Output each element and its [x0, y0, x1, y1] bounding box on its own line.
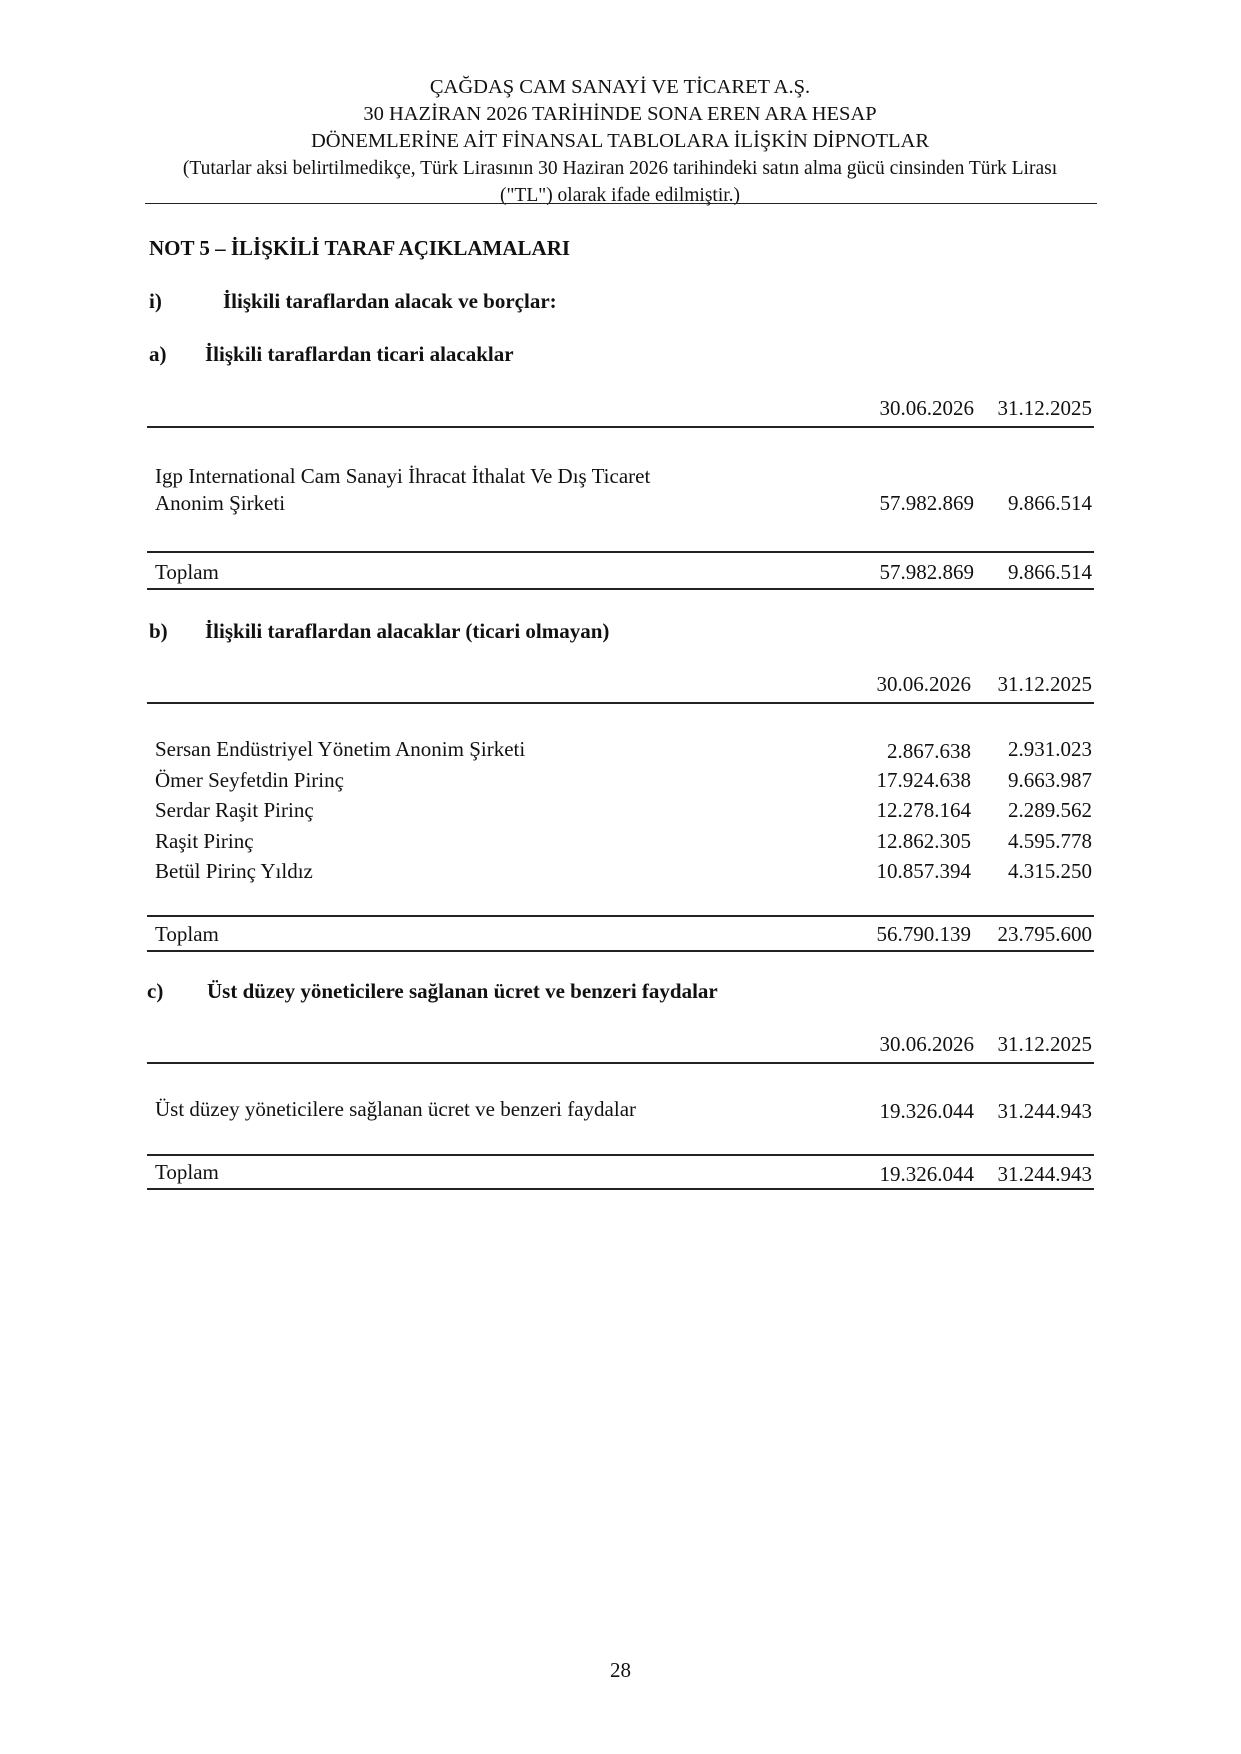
header-period: 30 HAZİRAN 2026 TARİHİNDE SONA EREN ARA HESAP	[363, 103, 877, 125]
note-title: NOT 5 – İLİŞKİLİ TARAF AÇIKLAMALARI	[149, 236, 571, 260]
section-c-col-2025: 31.12.2025	[997, 1032, 1092, 1056]
section-b-row-2-name: Serdar Raşit Pirinç	[155, 798, 314, 822]
section-c-total-top-rule	[147, 1154, 1094, 1156]
subsection-i-label: İlişkili taraflardan alacak ve borçlar:	[223, 289, 557, 313]
section-b-row-1-2025: 9.663.987	[1008, 768, 1092, 792]
section-b-total-bottom-rule	[147, 950, 1094, 952]
section-b-marker: b)	[149, 619, 168, 643]
section-a-total-2026: 57.982.869	[879, 560, 974, 584]
section-b-row-0-name: Sersan Endüstriyel Yönetim Anonim Şirketi	[155, 737, 526, 761]
section-a-col-2025: 31.12.2025	[997, 396, 1092, 420]
section-b-header-rule	[147, 702, 1094, 704]
section-c-total-label: Toplam	[155, 1160, 219, 1184]
section-a-total-label: Toplam	[155, 560, 219, 584]
section-a-row-name-line1: Igp International Cam Sanayi İhracat İthalat Ve Dış Ticaret	[155, 464, 651, 488]
section-c-header-rule	[147, 1062, 1094, 1064]
section-c-col-2026: 30.06.2026	[879, 1032, 974, 1056]
section-b-total-top-rule	[147, 915, 1094, 917]
section-b-row-4-2025: 4.315.250	[1008, 859, 1092, 883]
section-c-label: Üst düzey yöneticilere sağlanan ücret ve benzeri faydalar	[207, 979, 718, 1003]
section-b-row-3-2025: 4.595.778	[1008, 829, 1092, 853]
page-number: 28	[610, 1658, 631, 1682]
section-b-row-2-2025: 2.289.562	[1008, 798, 1092, 822]
header-note-line2: ("TL") olarak ifade edilmiştir.)	[499, 185, 741, 206]
section-a-col-2026: 30.06.2026	[879, 396, 974, 420]
section-c-row-name: Üst düzey yöneticilere sağlanan ücret ve benzeri faydalar	[155, 1097, 637, 1121]
section-b-total-2026: 56.790.139	[876, 922, 971, 946]
section-b-row-3-name: Raşit Pirinç	[155, 829, 254, 853]
section-b-row-4-name: Betül Pirinç Yıldız	[155, 859, 313, 883]
section-a-row-name-line2: Anonim Şirketi	[155, 491, 286, 515]
section-a-row-value-2026: 57.982.869	[879, 491, 974, 515]
section-b-row-2-2026: 12.278.164	[876, 798, 971, 822]
section-a-marker: a)	[149, 342, 167, 366]
company-name: ÇAĞDAŞ CAM SANAYİ VE TİCARET A.Ş.	[429, 76, 811, 98]
page-header	[145, 74, 1095, 209]
section-b-col-2025: 31.12.2025	[997, 672, 1092, 696]
section-c-row-2025: 31.244.943	[997, 1099, 1092, 1123]
section-a-label: İlişkili taraflardan ticari alacaklar	[205, 342, 514, 366]
subsection-i-marker: i)	[149, 289, 162, 313]
header-divider	[145, 203, 1097, 204]
section-b-row-0-2026: 2.867.638	[887, 739, 971, 763]
section-b-col-2026: 30.06.2026	[876, 672, 971, 696]
section-a-header-rule	[147, 426, 1094, 428]
section-c-total-bottom-rule	[147, 1188, 1094, 1190]
section-b-row-4-2026: 10.857.394	[876, 859, 971, 883]
section-c-row-2026: 19.326.044	[879, 1099, 974, 1123]
header-subject: DÖNEMLERİNE AİT FİNANSAL TABLOLARA İLİŞKİN DİPNOTLAR	[310, 130, 930, 152]
section-c-total-2025: 31.244.943	[997, 1162, 1092, 1186]
header-note-line1: (Tutarlar aksi belirtilmedikçe, Türk Lirasının 30 Haziran 2026 tarihindeki satın alma gücü cinsinden Türk Lirası	[182, 158, 1058, 179]
section-a-total-2025: 9.866.514	[1008, 560, 1092, 584]
section-c-marker: c)	[147, 979, 164, 1003]
section-b-label: İlişkili taraflardan alacaklar (ticari olmayan)	[205, 619, 610, 643]
section-a-total-top-rule	[147, 551, 1094, 553]
section-b-row-0-2025: 2.931.023	[1008, 737, 1092, 761]
section-c-total-2026: 19.326.044	[879, 1162, 974, 1186]
section-b-row-1-2026: 17.924.638	[876, 768, 971, 792]
section-b-total-2025: 23.795.600	[997, 922, 1092, 946]
section-b-row-1-name: Ömer Seyfetdin Pirinç	[155, 768, 344, 792]
section-a-row-value-2025: 9.866.514	[1008, 491, 1092, 515]
section-b-total-label: Toplam	[155, 922, 219, 946]
section-a-total-bottom-rule	[147, 588, 1094, 590]
section-b-row-3-2026: 12.862.305	[876, 829, 971, 853]
